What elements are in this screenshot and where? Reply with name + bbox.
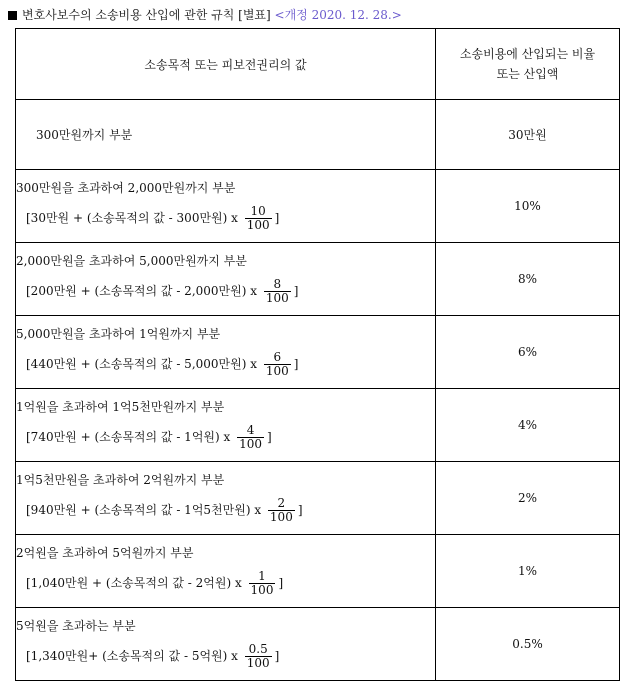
row-range: 5,000만원을 초과하여 1억원까지 부분 bbox=[16, 327, 221, 341]
formula-prefix: [940만원 + (소송목적의 값 - 1억5천만원) x bbox=[26, 503, 262, 517]
row-range-cell bbox=[16, 316, 436, 389]
row-rate: 8% bbox=[436, 243, 620, 316]
title-text: 변호사보수의 소송비용 산입에 관한 규칙 [별표] bbox=[22, 8, 271, 22]
fraction-denominator: 100 bbox=[250, 583, 274, 597]
table-row bbox=[16, 535, 620, 608]
table-row bbox=[16, 316, 620, 389]
row-range: 2억원을 초과하여 5억원까지 부분 bbox=[16, 546, 194, 560]
fraction-numerator: 8 bbox=[264, 278, 291, 292]
row-range-cell bbox=[16, 389, 436, 462]
formula-fraction bbox=[264, 351, 291, 378]
formula-prefix: [1,040만원 + (소송목적의 값 - 2억원) x bbox=[26, 576, 242, 590]
fraction-numerator: 1 bbox=[249, 570, 276, 584]
row-range-cell bbox=[16, 243, 436, 316]
formula-fraction bbox=[245, 643, 272, 670]
row-rate: 2% bbox=[436, 462, 620, 535]
row-range: 1억5천만원을 초과하여 2억원까지 부분 bbox=[16, 473, 225, 487]
fraction-numerator: 6 bbox=[264, 351, 291, 365]
row-formula bbox=[16, 642, 435, 670]
row-rate: 10% bbox=[436, 170, 620, 243]
fraction-numerator: 2 bbox=[268, 497, 295, 511]
header-value-column: 소송목적 또는 피보전권리의 값 bbox=[16, 29, 436, 100]
row-rate: 6% bbox=[436, 316, 620, 389]
header-rate-line2: 또는 산입액 bbox=[496, 67, 559, 81]
row-range: 2,000만원을 초과하여 5,000만원까지 부분 bbox=[16, 254, 247, 268]
row-rate: 1% bbox=[436, 535, 620, 608]
black-square-icon bbox=[8, 11, 17, 20]
formula-fraction bbox=[245, 205, 272, 232]
formula-prefix: [1,340만원+ (소송목적의 값 - 5억원) x bbox=[26, 649, 238, 663]
document-title bbox=[8, 7, 402, 23]
formula-prefix: [740만원 + (소송목적의 값 - 1억원) x bbox=[26, 430, 231, 444]
formula-suffix: ] bbox=[297, 503, 303, 517]
fee-table bbox=[15, 28, 620, 681]
row-range: 300만원까지 부분 bbox=[16, 100, 436, 170]
header-rate-column bbox=[436, 29, 620, 100]
row-formula bbox=[16, 423, 435, 451]
row-range-cell bbox=[16, 535, 436, 608]
formula-prefix: [30만원 + (소송목적의 값 - 300만원) x bbox=[26, 211, 238, 225]
row-rate: 0.5% bbox=[436, 608, 620, 681]
fraction-denominator: 100 bbox=[265, 291, 289, 305]
formula-suffix: ] bbox=[274, 649, 280, 663]
row-formula bbox=[16, 204, 435, 232]
table-row bbox=[16, 243, 620, 316]
table-header-row bbox=[16, 29, 620, 100]
formula-suffix: ] bbox=[293, 284, 299, 298]
table-row bbox=[16, 100, 620, 170]
fraction-numerator: 4 bbox=[237, 424, 264, 438]
formula-suffix: ] bbox=[274, 211, 280, 225]
formula-fraction bbox=[237, 424, 264, 451]
table-row bbox=[16, 170, 620, 243]
row-range: 300만원을 초과하여 2,000만원까지 부분 bbox=[16, 181, 236, 195]
table-row bbox=[16, 608, 620, 681]
formula-prefix: [200만원 + (소송목적의 값 - 2,000만원) x bbox=[26, 284, 257, 298]
formula-suffix: ] bbox=[293, 357, 299, 371]
formula-fraction bbox=[264, 278, 291, 305]
fraction-denominator: 100 bbox=[265, 364, 289, 378]
revision-note: <개정 2020. 12. 28.> bbox=[274, 8, 402, 22]
formula-prefix: [440만원 + (소송목적의 값 - 5,000만원) x bbox=[26, 357, 257, 371]
row-formula bbox=[16, 277, 435, 305]
row-rate: 4% bbox=[436, 389, 620, 462]
row-range-cell bbox=[16, 170, 436, 243]
row-range-cell bbox=[16, 462, 436, 535]
row-formula bbox=[16, 350, 435, 378]
fraction-numerator: 10 bbox=[245, 205, 272, 219]
fraction-denominator: 100 bbox=[269, 510, 293, 524]
row-range: 5억원을 초과하는 부분 bbox=[16, 619, 136, 633]
formula-fraction bbox=[268, 497, 295, 524]
row-formula bbox=[16, 496, 435, 524]
formula-suffix: ] bbox=[278, 576, 284, 590]
row-range: 1억원을 초과하여 1억5천만원까지 부분 bbox=[16, 400, 225, 414]
fraction-numerator: 0.5 bbox=[245, 643, 272, 657]
row-rate: 30만원 bbox=[436, 100, 620, 170]
table-row bbox=[16, 462, 620, 535]
table-row bbox=[16, 389, 620, 462]
formula-suffix: ] bbox=[267, 430, 272, 444]
formula-fraction bbox=[249, 570, 276, 597]
fraction-denominator: 100 bbox=[246, 656, 270, 670]
fraction-denominator: 100 bbox=[239, 437, 263, 451]
fraction-denominator: 100 bbox=[246, 218, 270, 232]
header-rate-line1: 소송비용에 산입되는 비율 bbox=[459, 47, 596, 61]
row-formula bbox=[16, 569, 435, 597]
row-range-cell bbox=[16, 608, 436, 681]
